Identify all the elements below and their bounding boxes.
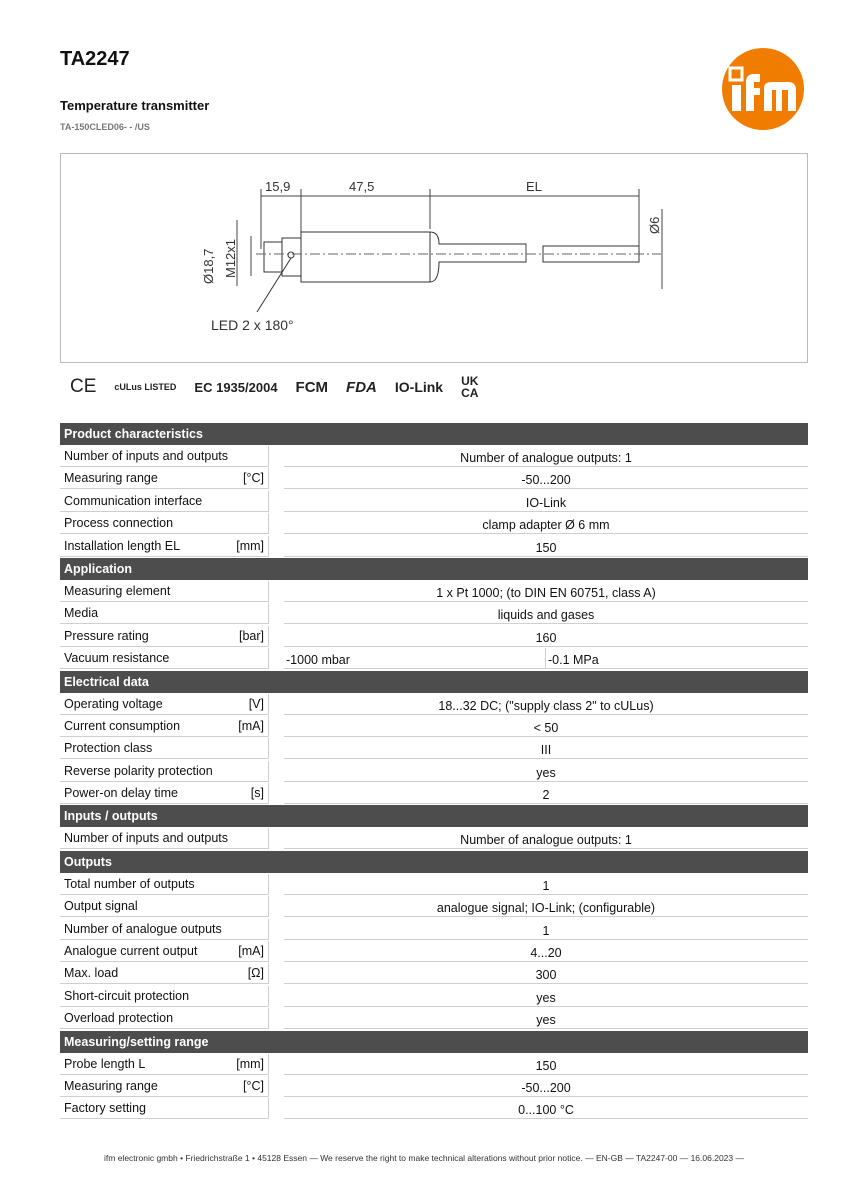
- table-row: [60, 919, 808, 941]
- row-label-cell: [60, 986, 269, 1007]
- fda-mark: FDA: [346, 378, 377, 396]
- row-value: Number of analogue outputs: 1: [284, 828, 808, 849]
- section-header: Outputs: [60, 851, 808, 873]
- table-row: [60, 446, 808, 468]
- row-value: yes: [284, 1008, 808, 1029]
- row-label: Max. load: [64, 966, 119, 981]
- table-row: [60, 874, 808, 896]
- row-label-cell: [60, 536, 269, 557]
- table-row: [60, 626, 808, 648]
- table-row: [60, 513, 808, 535]
- row-label-cell: [60, 513, 269, 534]
- row-value: IO-Link: [284, 491, 808, 512]
- certification-logos: [70, 370, 485, 404]
- row-unit: [bar]: [238, 628, 264, 643]
- row-label-cell: [60, 694, 269, 715]
- row-label: Current consumption: [64, 718, 181, 733]
- row-label: Communication interface: [64, 493, 203, 508]
- fcm-mark: FCM: [295, 378, 329, 396]
- table-row: [60, 603, 808, 625]
- section-header: Electrical data: [60, 671, 808, 693]
- dim-m12: M12x1: [223, 238, 238, 278]
- dim-diameter-18-7: Ø18,7: [201, 248, 216, 284]
- row-label: Output signal: [64, 899, 138, 914]
- row-label-cell: [60, 783, 269, 804]
- table-row: [60, 783, 808, 805]
- row-label: Measuring element: [64, 583, 171, 598]
- table-row: [60, 941, 808, 963]
- row-label: Pressure rating: [64, 628, 149, 643]
- row-unit: [°C]: [243, 471, 264, 486]
- row-label: Power-on delay time: [64, 786, 178, 801]
- row-unit: [mm]: [236, 1056, 264, 1071]
- row-value: 160: [284, 626, 808, 647]
- row-value: -1000 mbar: [284, 648, 546, 669]
- table-row: [60, 963, 808, 985]
- row-unit: [mA]: [238, 718, 264, 733]
- table-row: [60, 581, 808, 603]
- table-row: [60, 1076, 808, 1098]
- row-label: Process connection: [64, 516, 174, 531]
- row-label-cell: [60, 828, 269, 849]
- row-label-cell: [60, 716, 269, 737]
- row-label: Installation length EL: [64, 538, 181, 553]
- row-label: Number of inputs and outputs: [64, 831, 228, 846]
- row-label: Measuring range: [64, 1078, 158, 1093]
- table-row: [60, 491, 808, 513]
- row-value: 18...32 DC; ("supply class 2" to cULus): [284, 694, 808, 715]
- row-label-cell: [60, 761, 269, 782]
- row-value: III: [284, 738, 808, 759]
- row-unit: [°C]: [243, 1078, 264, 1093]
- row-value: analogue signal; IO-Link; (configurable): [284, 896, 808, 917]
- row-label: Protection class: [64, 741, 153, 756]
- row-value: yes: [284, 761, 808, 782]
- specification-table: [60, 423, 808, 1121]
- row-label-cell: [60, 446, 269, 467]
- row-value: 0...100 °C: [284, 1098, 808, 1119]
- row-label: Reverse polarity protection: [64, 763, 213, 778]
- table-row: [60, 896, 808, 918]
- row-label-cell: [60, 581, 269, 602]
- page-footer: ifm electronic gmbh • Friedrichstraße 1 • 45128 Essen — We reserve the right to make technical alterations without prior notice. — EN-GB — TA2247-00 — 16.06.2023 —: [104, 1153, 744, 1163]
- table-row: [60, 694, 808, 716]
- table-row: [60, 986, 808, 1008]
- row-label: Total number of outputs: [64, 876, 195, 891]
- dim-47-5: 47,5: [349, 179, 375, 194]
- table-row: [60, 648, 808, 670]
- row-value-secondary: -0.1 MPa: [546, 648, 808, 669]
- row-value: 2: [284, 783, 808, 804]
- ifm-logo: [722, 48, 824, 149]
- ec-1935-mark: EC 1935/2004: [194, 379, 278, 395]
- dimension-drawing: [60, 153, 808, 363]
- dim-diameter-6: Ø6: [647, 216, 662, 234]
- row-label-cell: [60, 896, 269, 917]
- row-label-cell: [60, 963, 269, 984]
- row-label: Operating voltage: [64, 696, 163, 711]
- section-header: Inputs / outputs: [60, 805, 808, 827]
- io-link-mark: IO-Link: [394, 379, 444, 395]
- row-label-cell: [60, 874, 269, 895]
- row-value: Number of analogue outputs: 1: [284, 446, 808, 467]
- row-value: 1: [284, 919, 808, 940]
- led-label: LED 2 x 180°: [211, 317, 294, 333]
- table-row: [60, 536, 808, 558]
- row-label: Measuring range: [64, 471, 158, 486]
- row-unit: [s]: [250, 786, 264, 801]
- table-row: [60, 1008, 808, 1030]
- ul-listed-mark: cULus LISTED: [114, 382, 177, 392]
- product-code: TA-150CLED06- - /US: [60, 122, 150, 132]
- ce-mark: CE: [70, 376, 97, 397]
- row-label: Short-circuit protection: [64, 988, 190, 1003]
- row-label: Analogue current output: [64, 944, 198, 959]
- product-subtitle: Temperature transmitter: [60, 98, 210, 113]
- row-label: Media: [64, 606, 99, 621]
- row-label: Number of analogue outputs: [64, 921, 222, 936]
- table-row: [60, 468, 808, 490]
- row-label-cell: [60, 1054, 269, 1075]
- row-label-cell: [60, 1008, 269, 1029]
- row-value: 150: [284, 536, 808, 557]
- row-label: Vacuum resistance: [64, 651, 170, 666]
- row-value: yes: [284, 986, 808, 1007]
- row-value: 300: [284, 963, 808, 984]
- table-row: [60, 761, 808, 783]
- table-row: [60, 716, 808, 738]
- row-label-cell: [60, 919, 269, 940]
- section-header: Application: [60, 558, 808, 580]
- table-row: [60, 1054, 808, 1076]
- row-unit: [Ω]: [247, 966, 264, 981]
- row-value: 150: [284, 1054, 808, 1075]
- row-label-cell: [60, 626, 269, 647]
- ukca-mark: UK CA: [461, 374, 479, 400]
- row-label-cell: [60, 468, 269, 489]
- section-header: Product characteristics: [60, 423, 808, 445]
- row-unit: [mA]: [238, 944, 264, 959]
- row-value: -50...200: [284, 468, 808, 489]
- page-title: TA2247: [60, 48, 130, 70]
- row-value: 1: [284, 874, 808, 895]
- row-value: 4...20: [284, 941, 808, 962]
- row-value: < 50: [284, 716, 808, 737]
- section-header: Measuring/setting range: [60, 1031, 808, 1053]
- row-label-cell: [60, 491, 269, 512]
- row-value: liquids and gases: [284, 603, 808, 624]
- row-label-cell: [60, 941, 269, 962]
- row-label: Probe length L: [64, 1056, 146, 1071]
- row-label-cell: [60, 1076, 269, 1097]
- row-value: 1 x Pt 1000; (to DIN EN 60751, class A): [284, 581, 808, 602]
- table-row: [60, 738, 808, 760]
- dim-15-9: 15,9: [265, 179, 291, 194]
- row-unit: [V]: [248, 696, 264, 711]
- row-label-cell: [60, 1098, 269, 1119]
- row-label-cell: [60, 603, 269, 624]
- row-label-cell: [60, 648, 269, 669]
- logo-text: ifm: [822, 148, 824, 149]
- row-label: Overload protection: [64, 1011, 174, 1026]
- table-row: [60, 828, 808, 850]
- row-value: clamp adapter Ø 6 mm: [284, 513, 808, 534]
- table-row: [60, 1098, 808, 1120]
- dim-el: EL: [526, 179, 542, 194]
- row-label-cell: [60, 738, 269, 759]
- row-label: Factory setting: [64, 1101, 146, 1116]
- row-label: Number of inputs and outputs: [64, 449, 228, 463]
- row-unit: [mm]: [236, 538, 264, 553]
- row-value: -50...200: [284, 1076, 808, 1097]
